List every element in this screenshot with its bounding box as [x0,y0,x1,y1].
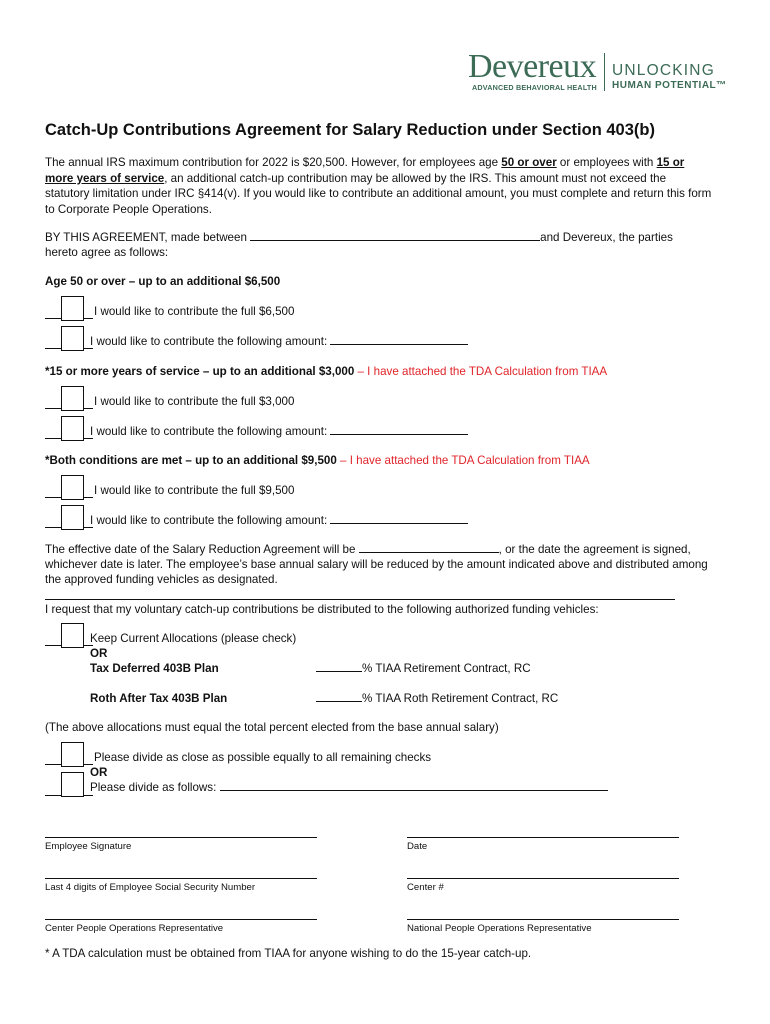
employee-signature-label: Employee Signature [45,841,132,852]
center-label: Center # [407,882,444,893]
age50-amount-label: I would like to contribute the following amount: [90,335,331,348]
logo-subtitle: ADVANCED BEHAVIORAL HEALTH [472,83,597,92]
intro-emphasis-service: 15 or more years of service [45,156,685,185]
ssn-line[interactable] [45,878,317,879]
allocation-note: (The above allocations must equal the total percent elected from the base annual salary) [45,721,499,734]
divide-equally-label: Please divide as close as possible equally to all remaining checks [94,751,432,764]
logo-tagline-1: UNLOCKING [612,62,715,79]
date-line[interactable] [407,837,679,838]
agreement-text-end: and Devereux, the parties [540,231,673,244]
both-amount-label: I would like to contribute the following amount: [90,514,331,527]
service-amount-label: I would like to contribute the following amount: [90,425,331,438]
logo-tagline-2: HUMAN POTENTIAL™ [612,80,727,91]
service-amount-checkbox[interactable] [61,416,84,441]
logo-divider [604,53,605,91]
section-age50-title: Age 50 or over – up to an additional $6,500 [45,275,281,288]
intro-text-1: The annual IRS maximum contribution for 2022 is $20,500. However, for employees age [45,156,502,169]
age50-full-label: I would like to contribute the full $6,500 [94,305,295,318]
section-both-note: – I have attached the TDA Calculation from TIAA [336,454,590,467]
effective-date-paragraph [45,542,713,587]
agreement-text-start: BY THIS AGREEMENT, made between [45,231,251,244]
effective-text-1: The effective date of the Salary Reduction Agreement will be [45,543,359,556]
date-label: Date [407,841,428,852]
section-service-title: *15 or more years of service – up to an additional $3,000 [45,365,355,378]
divide-follows-label: Please divide as follows: [90,781,220,794]
section-divider [45,599,675,600]
tax-deferred-contract-label: % TIAA Retirement Contract, RC [362,662,531,675]
both-full-label: I would like to contribute the full $9,500 [94,484,295,497]
center-rep-label: Center People Operations Representative [45,923,224,934]
ssn-label: Last 4 digits of Employee Social Security Number [45,882,256,893]
section-both-heading [45,453,590,468]
effective-text-2: , or the date the agreement is signed, whichever date is later. The employee’s base annual salary will be reduced by the amount indicated above and distributed among the approved funding vehicles as designated. [45,543,708,586]
center-line[interactable] [407,878,679,879]
logo-wordmark: Devereux [468,48,597,85]
age50-amount-field[interactable] [330,334,468,345]
age50-full-checkbox[interactable] [61,296,84,321]
center-rep-line[interactable] [45,919,317,920]
section-both-title: *Both conditions are met – up to an additional $9,500 [45,454,337,467]
both-amount-checkbox[interactable] [61,505,84,530]
tax-deferred-percent-field[interactable] [316,661,362,672]
national-rep-label: National People Operations Representative [407,923,592,934]
service-amount-row [90,424,468,439]
plan-roth-label: Roth After Tax 403B Plan [90,692,228,705]
divide-equally-checkbox[interactable] [61,742,84,767]
roth-percent-field[interactable] [316,691,362,702]
both-amount-row [90,513,468,528]
section-age50-heading [45,274,280,289]
service-full-label: I would like to contribute the full $3,000 [94,395,295,408]
age50-amount-checkbox[interactable] [61,326,84,351]
request-text: I request that my voluntary catch-up contributions be distributed to the following authorized funding vehicles: [45,603,599,616]
national-rep-line[interactable] [407,919,679,920]
intro-text-2: or employees with [556,156,657,169]
intro-text-3: , an additional catch-up contribution may be allowed by the IRS. This amount must not exceed the statutory limitation under IRC §414(v). If you would like to contribute an additional amount, you must complete and return this form to Corporate People Operations. [45,171,712,217]
section-service-note: – I have attached the TDA Calculation from TIAA [354,365,608,378]
age50-amount-row [90,334,468,349]
service-full-checkbox[interactable] [61,386,84,411]
or-label: OR [90,647,108,660]
intro-paragraph [45,155,713,218]
party-name-field[interactable] [250,230,540,241]
agreement-line-1 [45,230,673,245]
employee-signature-line[interactable] [45,837,317,838]
plan-tax-deferred-label: Tax Deferred 403B Plan [90,662,219,675]
agreement-line-2: hereto agree as follows: [45,246,169,259]
divide-follows-row [90,780,608,795]
footnote: * A TDA calculation must be obtained from TIAA for anyone wishing to do the 15-year catch-up. [45,947,532,960]
both-amount-field[interactable] [330,513,468,524]
both-full-checkbox[interactable] [61,475,84,500]
plan-roth-row [316,691,558,706]
divide-follows-checkbox[interactable] [61,772,84,797]
service-amount-field[interactable] [330,424,468,435]
or-label-2: OR [90,766,108,779]
section-service-heading [45,364,607,379]
effective-date-field[interactable] [359,542,499,553]
page-title: Catch-Up Contributions Agreement for Salary Reduction under Section 403(b) [45,121,655,139]
intro-emphasis-age: 50 or over [501,156,557,169]
plan-tax-deferred-row [316,661,531,676]
divide-follows-field[interactable] [220,780,608,791]
keep-allocations-checkbox[interactable] [61,623,84,648]
roth-contract-label: % TIAA Roth Retirement Contract, RC [362,692,559,705]
keep-allocations-label: Keep Current Allocations (please check) [90,632,297,645]
